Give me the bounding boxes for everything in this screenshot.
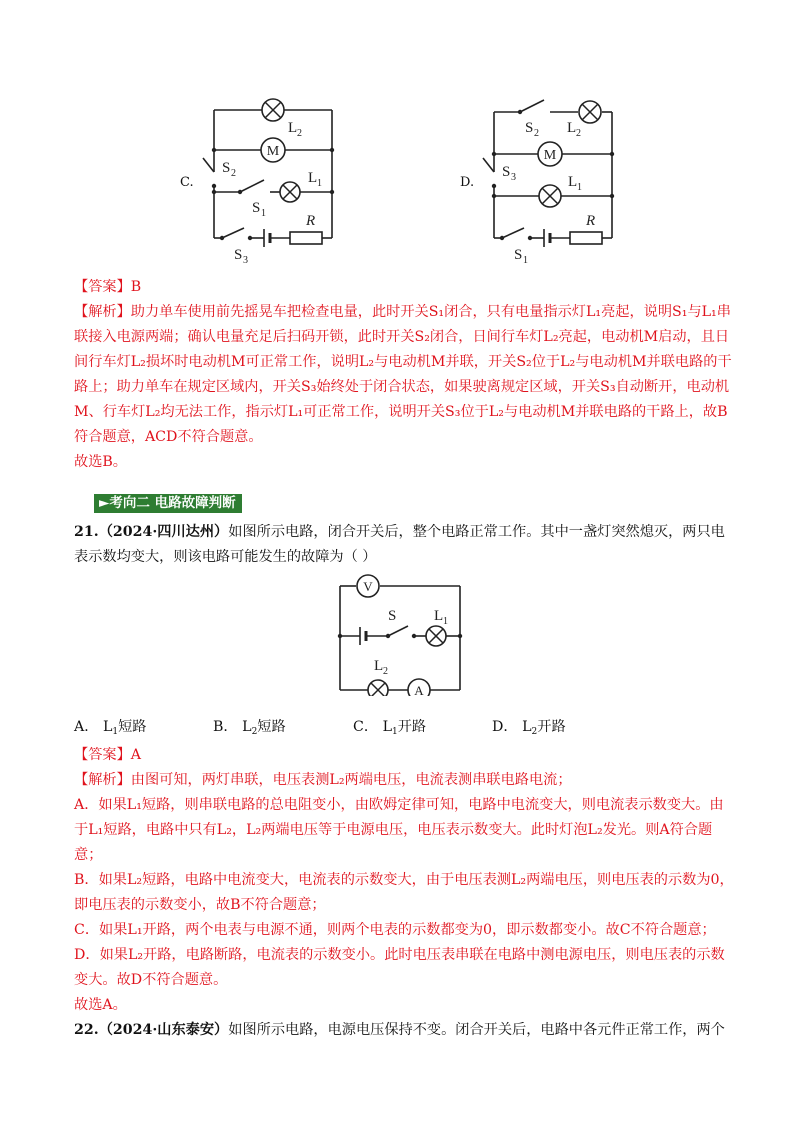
q21-analysis-line-3: 于L₁短路，电路中只有L₂，L₂两端电压等于电源电压，电压表示数变大。此时灯泡L₂发光。则A符合题 [74,822,713,838]
l2-label: L [567,120,577,136]
choice-d [492,716,566,737]
lamp-l2-icon [368,680,388,696]
l1-label-sub: 1 [443,616,448,627]
l2-label: L [288,120,298,136]
q21-number: 21. [74,524,99,540]
motor-label: M [543,148,557,163]
q20-analysis-line-5: M、行车灯L₂均无法工作，指示灯L₁可正常工作，说明开关S₃位于L₂与电动机M并联电路的干路上，故B [74,404,728,420]
l2-label-sub: 2 [297,128,302,139]
motor-label: M [266,144,280,159]
q20-analysis-label: 【解析】 [74,304,131,320]
q22-source: （2024·山东泰安） [98,1022,229,1038]
l2-label-sub: 2 [576,128,581,139]
q20-analysis-line-2: 联接入电源两端；确认电量充足后扫码开锁，此时开关S₂闭合，日间行车灯L₂亮起，电动机M启动，且日 [74,329,730,345]
section-banner: ►考向二 电路故障判断 [94,494,242,513]
s1-label-sub: 1 [261,208,266,219]
s2-label-sub: 2 [534,128,539,139]
lamp-l1-icon [280,182,300,202]
q21-answer: 【答案】A [74,747,141,763]
lamp-l1-icon [426,626,446,646]
choice-a-rest: 短路 [118,719,147,735]
q21-analysis-first: 由图可知，两灯串联，电压表测L₂两端电压，电流表测串联电路电流； [130,772,572,788]
choice-b [213,716,286,737]
l1-label: L [434,608,444,624]
q21-analysis-line-8: D．如果L₂开路，电路断路，电流表的示数变小。此时电压表串联在电路中测电源电压，则电压表的示数 [74,947,725,963]
q21-analysis-line-4: 意； [74,847,103,863]
l2-label-sub: 2 [383,666,388,677]
choice-b-rest: 短路 [257,719,286,735]
l1-label-sub: 1 [577,182,582,193]
q21-analysis-line-1 [74,770,734,790]
choice-a-sub: 1 [112,727,119,737]
ammeter-label: A [414,683,424,696]
l1-label-sub: 1 [317,178,322,189]
choice-d-letter: D． [492,719,518,735]
q20-analysis-line-4: 路上；助力单车在规定区域内，开关S₃始终处于闭合状态，如果驶离规定区域，开关S₃自动断开，电动机 [74,379,730,395]
motor-icon [261,138,285,162]
choice-c-letter: C． [353,719,379,735]
q21-analysis-line-7: C．如果L₁开路，两个电表与电源不通，则两个电表的示数都变为0，即示数都变小。故C不符合题意； [74,922,716,938]
lamp-l2-icon [262,99,284,121]
q21-final: 故选A。 [74,997,127,1013]
s1-label: S [514,247,523,263]
choice-b-sub: 2 [251,727,258,737]
s2-label-sub: 2 [231,168,236,179]
q20-analysis-text-1: 助力单车使用前先摇晃车把检查电量，此时开关S₁闭合，只有电量指示灯L₁亮起，说明S₁与L₁串 [130,304,731,320]
voltmeter-icon [357,575,379,597]
voltmeter-label: V [363,579,373,594]
q20-final: 故选B。 [74,454,127,470]
q21-analysis-line-9: 变大。故D不符合题意。 [74,972,228,988]
q20-analysis-line-3: 间行车灯L₂损坏时电动机M可正常工作，说明L₂与电动机M并联，开关S₂位于L₂与电动机M并联电路的干 [74,354,732,370]
q21-analysis-label: 【解析】 [74,772,131,788]
q21-stem-text: 如图所示电路，闭合开关后，整个电路正常工作。其中一盏灯突然熄灭，两只电 [228,524,725,540]
choice-d-main: L [522,719,532,735]
option-d-label: D. [460,175,475,190]
q22-number: 22. [74,1022,99,1038]
circuit-diagram-q21 [330,566,470,696]
l1-label: L [308,170,318,186]
s3-label-sub: 3 [243,255,248,266]
motor-icon [538,142,562,166]
lamp-l2-icon [579,101,601,123]
choice-d-sub: 2 [531,727,538,737]
resistor-label: R [586,213,596,229]
choice-b-letter: B． [213,719,238,735]
choice-b-main: L [242,719,252,735]
choice-a-letter: A． [74,719,99,735]
option-c-label: C. [180,175,194,190]
choice-c [353,716,426,737]
s1-label: S [252,200,261,216]
choice-a-main: L [102,719,113,735]
q21-analysis-line-2: A．如果L₁短路，则串联电路的总电阻变小，由欧姆定律可知，电路中电流变大，则电流表示数变大。由 [74,797,724,813]
q21-source: （2024·四川达州） [98,524,229,540]
circuit-diagram-d [450,88,640,268]
choice-c-main: L [382,719,392,735]
s3-label: S [234,247,243,263]
q22-stem [74,1020,734,1040]
q20-analysis-line-6: 符合题意，ACD不符合题意。 [74,429,263,445]
lamp-l1-icon [539,185,561,207]
s3-label-sub: 3 [511,172,516,183]
ammeter-icon [408,679,430,696]
s2-label: S [222,160,231,176]
q21-analysis-line-6: 即电压表的示数变小，故B不符合题意； [74,897,326,913]
q20-answer: 【答案】B [74,279,142,295]
s3-label: S [502,164,511,180]
s1-label-sub: 1 [523,255,528,266]
l1-label: L [568,174,578,190]
q20-analysis-line-1 [74,302,734,322]
s2-label: S [525,120,534,136]
q21-analysis-line-5: B．如果L₂短路，电路中电流变大，电流表的示数变大，由于电压表测L₂两端电压，则电压表的示数为0， [74,872,734,888]
switch-s-label: S [388,608,397,624]
l2-label: L [374,658,384,674]
circuit-diagram-c [170,88,350,268]
resistor-label: R [306,213,316,229]
choice-a [74,716,147,737]
choice-d-rest: 开路 [537,719,566,735]
q21-stem-line-1 [74,522,734,542]
q21-stem-line-2: 表示数均变大，则该电路可能发生的故障为（ ） [74,549,377,565]
q22-stem-text: 如图所示电路，电源电压保持不变。闭合开关后，电路中各元件正常工作，两个 [228,1022,725,1038]
choice-c-rest: 开路 [397,719,427,735]
choice-c-sub: 1 [391,727,398,737]
